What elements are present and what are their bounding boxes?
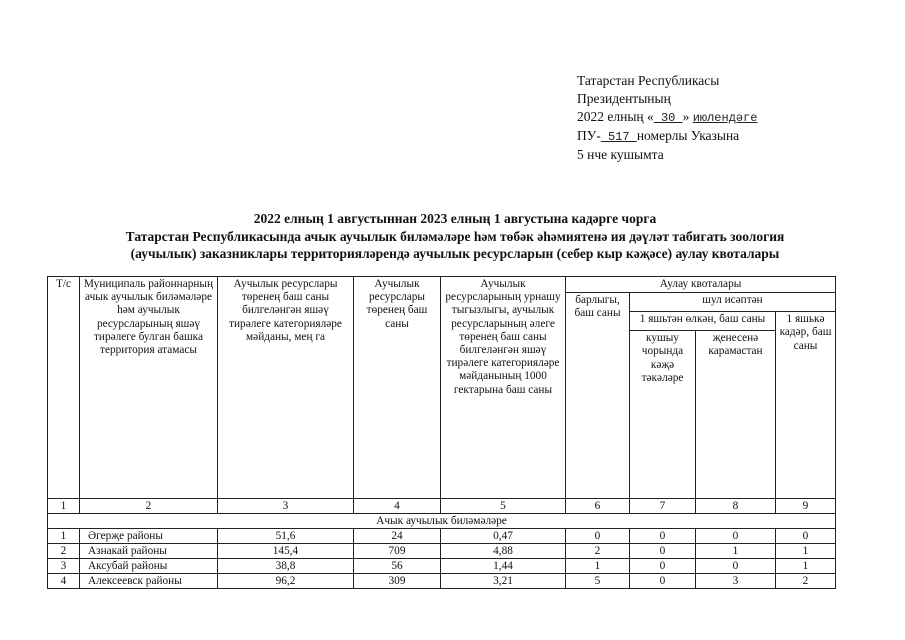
row-area: 51,6 bbox=[218, 529, 354, 544]
date-day: 30 bbox=[653, 111, 683, 125]
header-no-sex: җенесенә карамастан bbox=[696, 331, 776, 499]
header-including: шул исәптән bbox=[630, 293, 836, 312]
row-index: 1 bbox=[48, 529, 80, 544]
row-males: 0 bbox=[630, 544, 696, 559]
annotation-date bbox=[577, 108, 758, 127]
row-total: 1 bbox=[566, 559, 630, 574]
header-young: 1 яшькә кадәр, баш саны bbox=[776, 312, 836, 499]
ref-prefix: ПУ- bbox=[577, 128, 601, 143]
header-total: барлыгы, баш саны bbox=[566, 293, 630, 499]
row-area: 38,8 bbox=[218, 559, 354, 574]
row-density: 4,88 bbox=[441, 544, 566, 559]
table-row bbox=[48, 544, 836, 559]
col-number: 9 bbox=[776, 499, 836, 514]
date-prefix: 2022 елның « bbox=[577, 109, 654, 124]
ref-suffix: номерлы Указына bbox=[636, 128, 740, 143]
row-population: 56 bbox=[354, 559, 441, 574]
row-no-sex: 3 bbox=[696, 574, 776, 589]
row-young: 1 bbox=[776, 544, 836, 559]
title-line-1: 2022 елның 1 августыннан 2023 елның 1 августына кадәрге чорга bbox=[253, 211, 657, 226]
col-number: 6 bbox=[566, 499, 630, 514]
row-territory: Аксубай районы bbox=[80, 559, 218, 574]
ref-number: 517 bbox=[600, 130, 637, 144]
header-density: Аучылык ресурсларының урнашу тыгызлыгы, аучылык ресурсларының әлеге төренең баш саны билгеләнгән яшәү тирәлеге категорияләре мәйданының 1000 гектарына баш саны bbox=[441, 277, 566, 499]
annotation-ref bbox=[577, 127, 758, 146]
row-young: 1 bbox=[776, 559, 836, 574]
row-no-sex: 0 bbox=[696, 529, 776, 544]
header-adults: 1 яшьтән өлкән, баш саны bbox=[630, 312, 776, 331]
annotation-appendix: 5 нче кушымта bbox=[577, 147, 664, 162]
row-males: 0 bbox=[630, 529, 696, 544]
row-area: 96,2 bbox=[218, 574, 354, 589]
col-number: 1 bbox=[48, 499, 80, 514]
row-population: 709 bbox=[354, 544, 441, 559]
col-number: 4 bbox=[354, 499, 441, 514]
col-number: 7 bbox=[630, 499, 696, 514]
row-territory: Азнакай районы bbox=[80, 544, 218, 559]
header-habitat-area: Аучылык ресурслары төренең баш саны билгеләнгән яшәү тирәлеге категорияләре мәйданы, мең га bbox=[218, 277, 354, 499]
header-quotas: Аулау квоталары bbox=[566, 277, 836, 293]
row-index: 2 bbox=[48, 544, 80, 559]
row-population: 309 bbox=[354, 574, 441, 589]
row-no-sex: 1 bbox=[696, 544, 776, 559]
row-density: 1,44 bbox=[441, 559, 566, 574]
date-mid: » bbox=[682, 109, 693, 124]
row-total: 5 bbox=[566, 574, 630, 589]
row-density: 0,47 bbox=[441, 529, 566, 544]
row-territory: Әгерҗе районы bbox=[80, 529, 218, 544]
row-males: 0 bbox=[630, 574, 696, 589]
header-males: кушыу чорында кәҗә тәкәләре bbox=[630, 331, 696, 499]
row-young: 2 bbox=[776, 574, 836, 589]
col-number: 5 bbox=[441, 499, 566, 514]
annotation-president: Президентының bbox=[577, 91, 671, 106]
row-index: 4 bbox=[48, 574, 80, 589]
title-line-3: (аучылык) заказниклары территорияләрендә аучылык ресурсларын (себер кыр кәҗәсе) аулау квоталары bbox=[130, 246, 780, 261]
header-population: Аучылык ресурслары төренең баш саны bbox=[354, 277, 441, 499]
row-males: 0 bbox=[630, 559, 696, 574]
row-total: 2 bbox=[566, 544, 630, 559]
title-line-2: Татарстан Республикасында ачык аучылык биләмәләре һәм төбәк әһәмиятенә ия дәүләт табигать зоология bbox=[125, 228, 785, 244]
row-total: 0 bbox=[566, 529, 630, 544]
table-row bbox=[48, 574, 836, 589]
document-title bbox=[40, 210, 870, 263]
table-row bbox=[48, 559, 836, 574]
section-header: Ачык аучылык биләмәләре bbox=[48, 514, 836, 529]
header-index: Т/с bbox=[48, 277, 80, 499]
table-row bbox=[48, 529, 836, 544]
row-territory: Алексеевск районы bbox=[80, 574, 218, 589]
decree-annotation bbox=[577, 72, 758, 164]
row-no-sex: 0 bbox=[696, 559, 776, 574]
col-number: 2 bbox=[80, 499, 218, 514]
col-number: 8 bbox=[696, 499, 776, 514]
row-index: 3 bbox=[48, 559, 80, 574]
row-density: 3,21 bbox=[441, 574, 566, 589]
header-territory: Муниципаль районнарның ачык аучылык биләмәләре һәм аучылык ресурсларының яшәү тирәлеге булган башка территория атамасы bbox=[80, 277, 218, 499]
date-month: июлендәге bbox=[692, 111, 758, 125]
annotation-republic: Татарстан Республикасы bbox=[577, 73, 720, 88]
column-numbers-row bbox=[48, 499, 836, 514]
quota-table bbox=[47, 276, 836, 589]
row-area: 145,4 bbox=[218, 544, 354, 559]
row-young: 0 bbox=[776, 529, 836, 544]
row-population: 24 bbox=[354, 529, 441, 544]
col-number: 3 bbox=[218, 499, 354, 514]
